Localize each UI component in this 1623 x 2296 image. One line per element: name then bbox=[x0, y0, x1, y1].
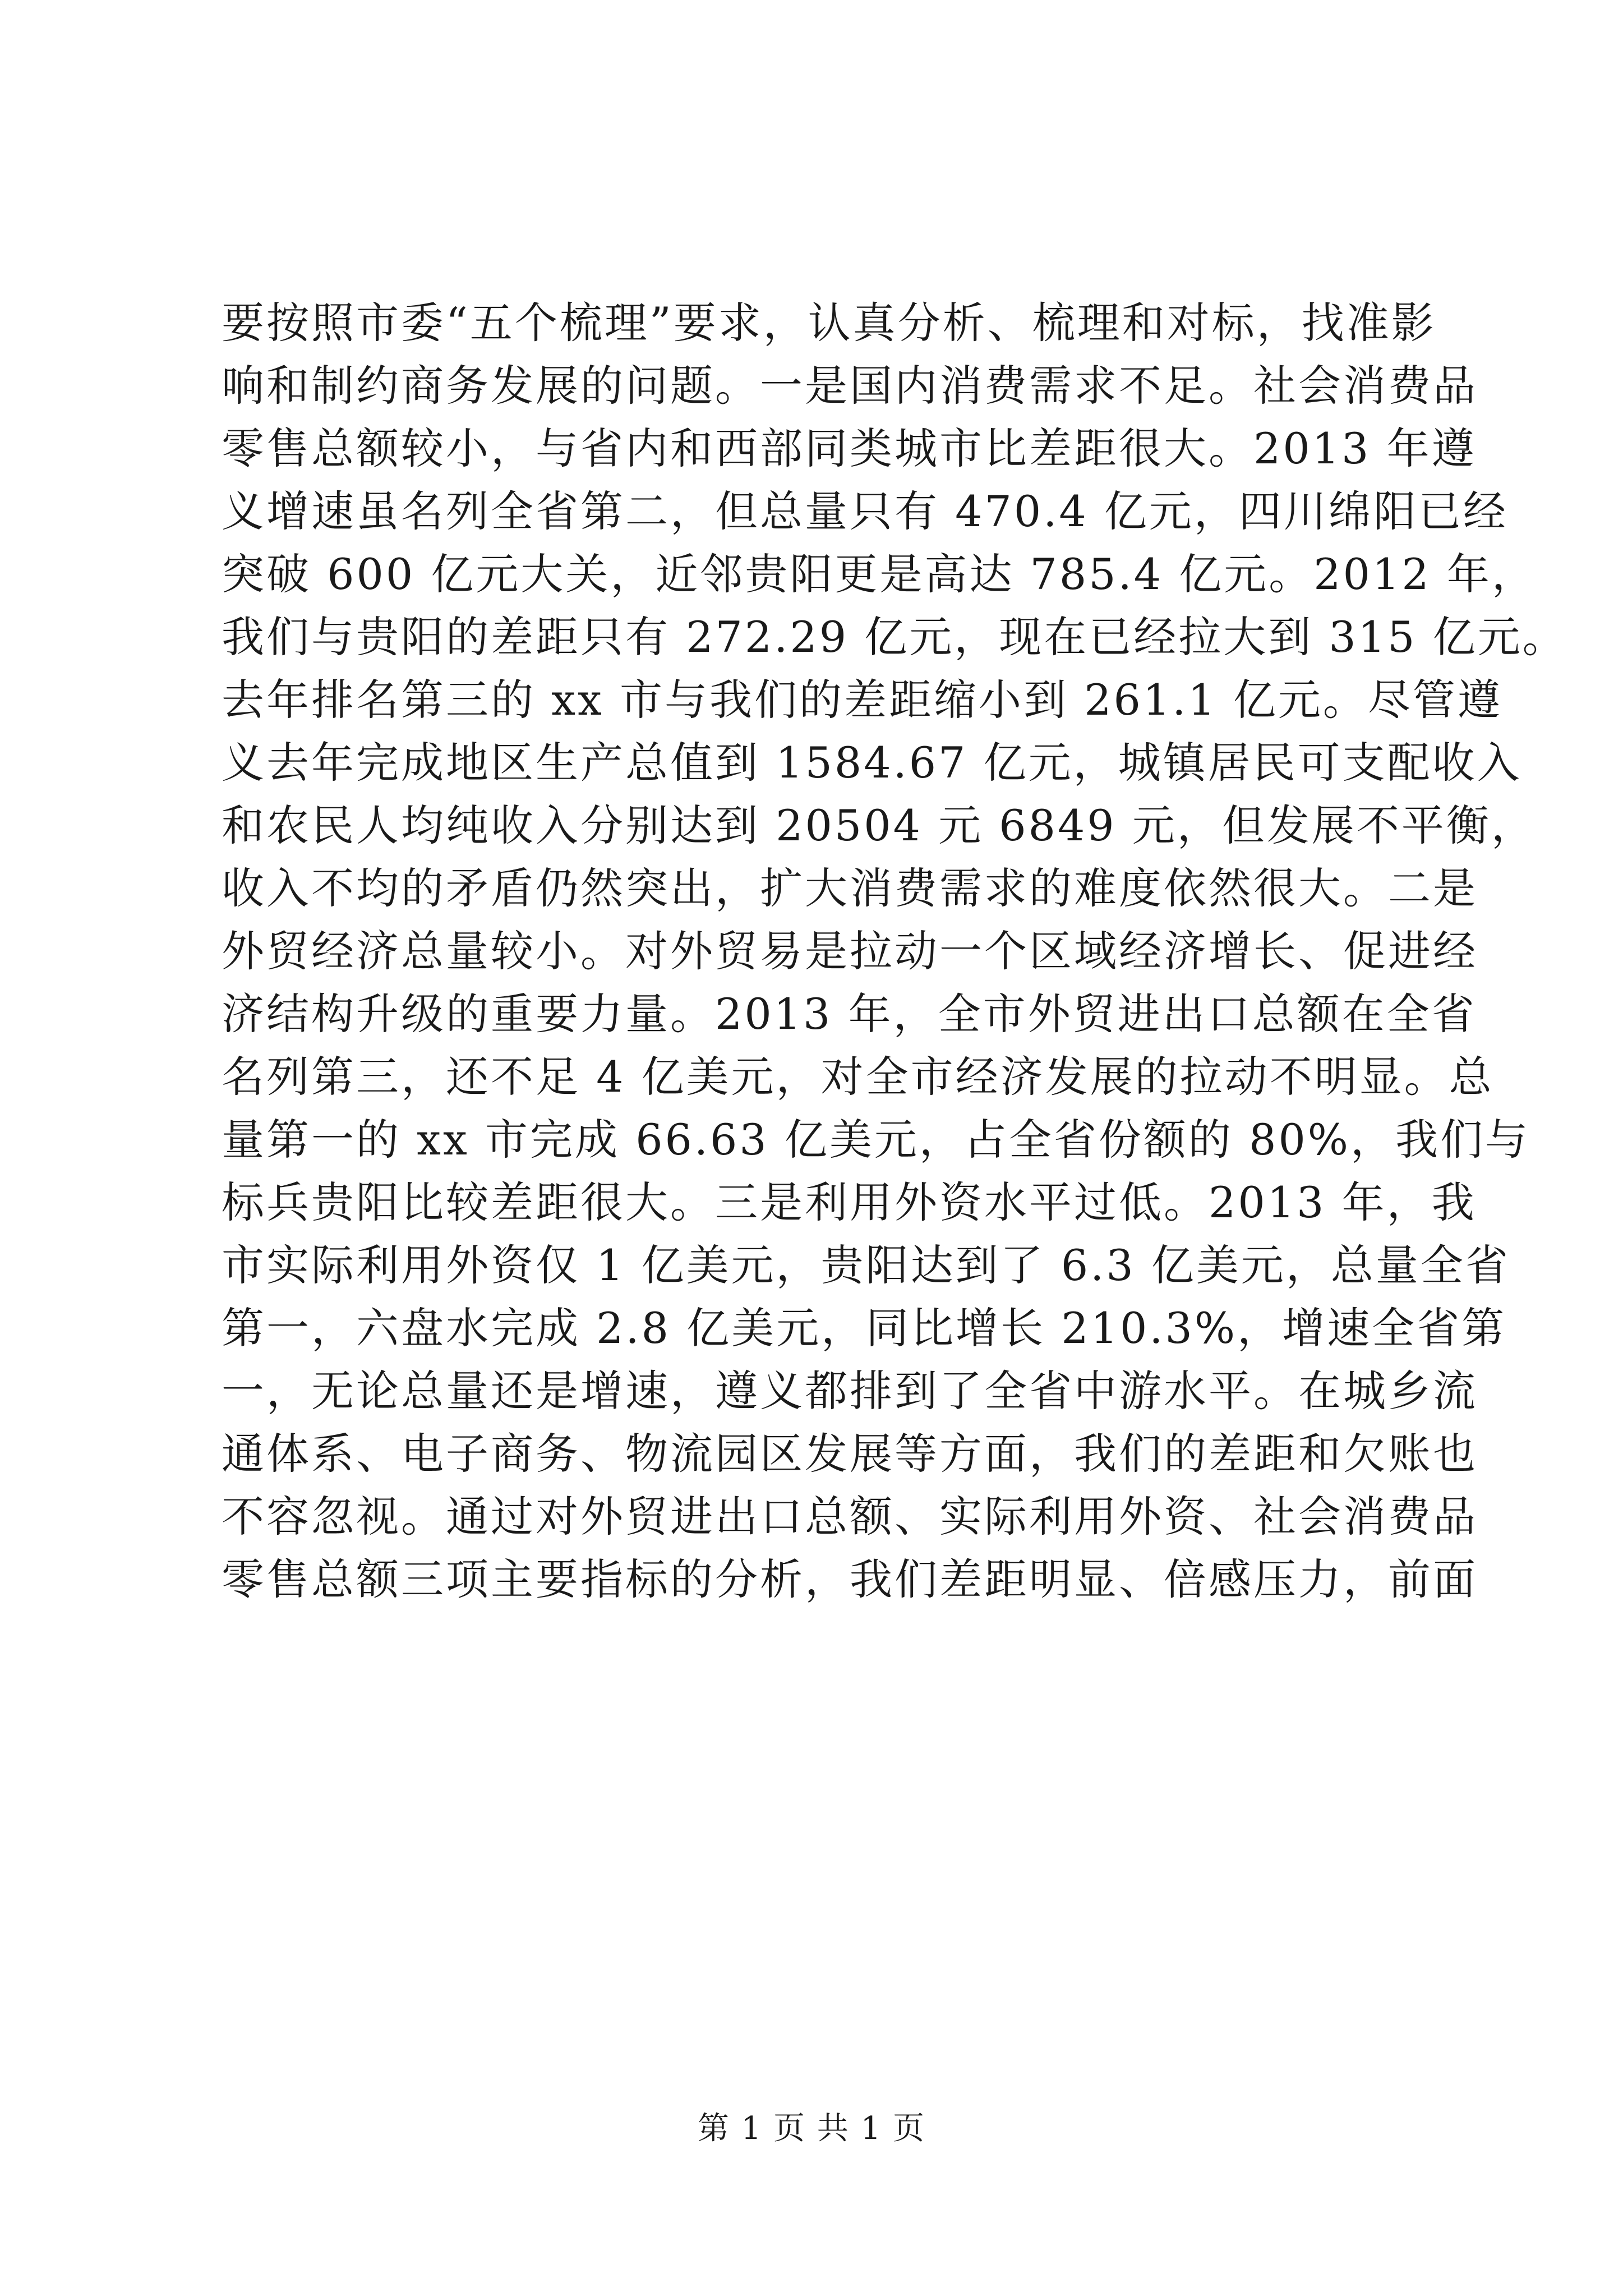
text-line: 一，无论总量还是增速，遵义都排到了全省中游水平。在城乡流 bbox=[222, 1366, 1478, 1416]
text-line: 量第一的 xx 市完成 66.63 亿美元，占全省份额的 80%，我们与 bbox=[222, 1115, 1530, 1165]
text-line: 外贸经济总量较小。对外贸易是拉动一个区域经济增长、促进经 bbox=[222, 926, 1478, 976]
text-line: 零售总额三项主要指标的分析，我们差距明显、倍感压力，前面 bbox=[222, 1554, 1478, 1604]
text-line: 零售总额较小，与省内和西部同类城市比差距很大。2013 年遵 bbox=[222, 424, 1477, 473]
text-line: 义去年完成地区生产总值到 1584.67 亿元，城镇居民可支配收入 bbox=[222, 738, 1522, 788]
text-line: 响和制约商务发展的问题。一是国内消费需求不足。社会消费品 bbox=[222, 361, 1478, 411]
text-line: 通体系、电子商务、物流园区发展等方面，我们的差距和欠账也 bbox=[222, 1429, 1478, 1479]
text-line: 济结构升级的重要力量。2013 年，全市外贸进出口总额在全省 bbox=[222, 989, 1477, 1039]
text-line: 标兵贵阳比较差距很大。三是利用外资水平过低。2013 年，我 bbox=[222, 1177, 1477, 1227]
text-line: 和农民人均纯收入分别达到 20504 元 6849 元，但发展不平衡， bbox=[222, 800, 1536, 850]
text-line: 市实际利用外资仅 1 亿美元，贵阳达到了 6.3 亿美元，总量全省 bbox=[222, 1240, 1510, 1290]
text-line: 第一，六盘水完成 2.8 亿美元，同比增长 210.3%，增速全省第 bbox=[222, 1303, 1507, 1353]
text-line: 突破 600 亿元大关，近邻贵阳更是高达 785.4 亿元。2012 年， bbox=[222, 549, 1537, 599]
text-line: 义增速虽名列全省第二，但总量只有 470.4 亿元，四川绵阳已经 bbox=[222, 486, 1508, 536]
text-line: 要按照市委“五个梳理”要求，认真分析、梳理和对标，找准影 bbox=[222, 298, 1436, 348]
text-line: 不容忽视。通过对外贸进出口总额、实际利用外资、社会消费品 bbox=[222, 1492, 1478, 1542]
body-paragraph bbox=[222, 292, 1567, 1611]
text-line: 我们与贵阳的差距只有 272.29 亿元，现在已经拉大到 315 亿元。 bbox=[222, 612, 1567, 662]
page-footer: 第 1 页 共 1 页 bbox=[697, 2110, 926, 2147]
text-line: 去年排名第三的 xx 市与我们的差距缩小到 261.1 亿元。尽管遵 bbox=[222, 675, 1502, 725]
text-line: 名列第三，还不足 4 亿美元，对全市经济发展的拉动不明显。总 bbox=[222, 1052, 1494, 1102]
text-line: 收入不均的矛盾仍然突出，扩大消费需求的难度依然很大。二是 bbox=[222, 863, 1478, 913]
